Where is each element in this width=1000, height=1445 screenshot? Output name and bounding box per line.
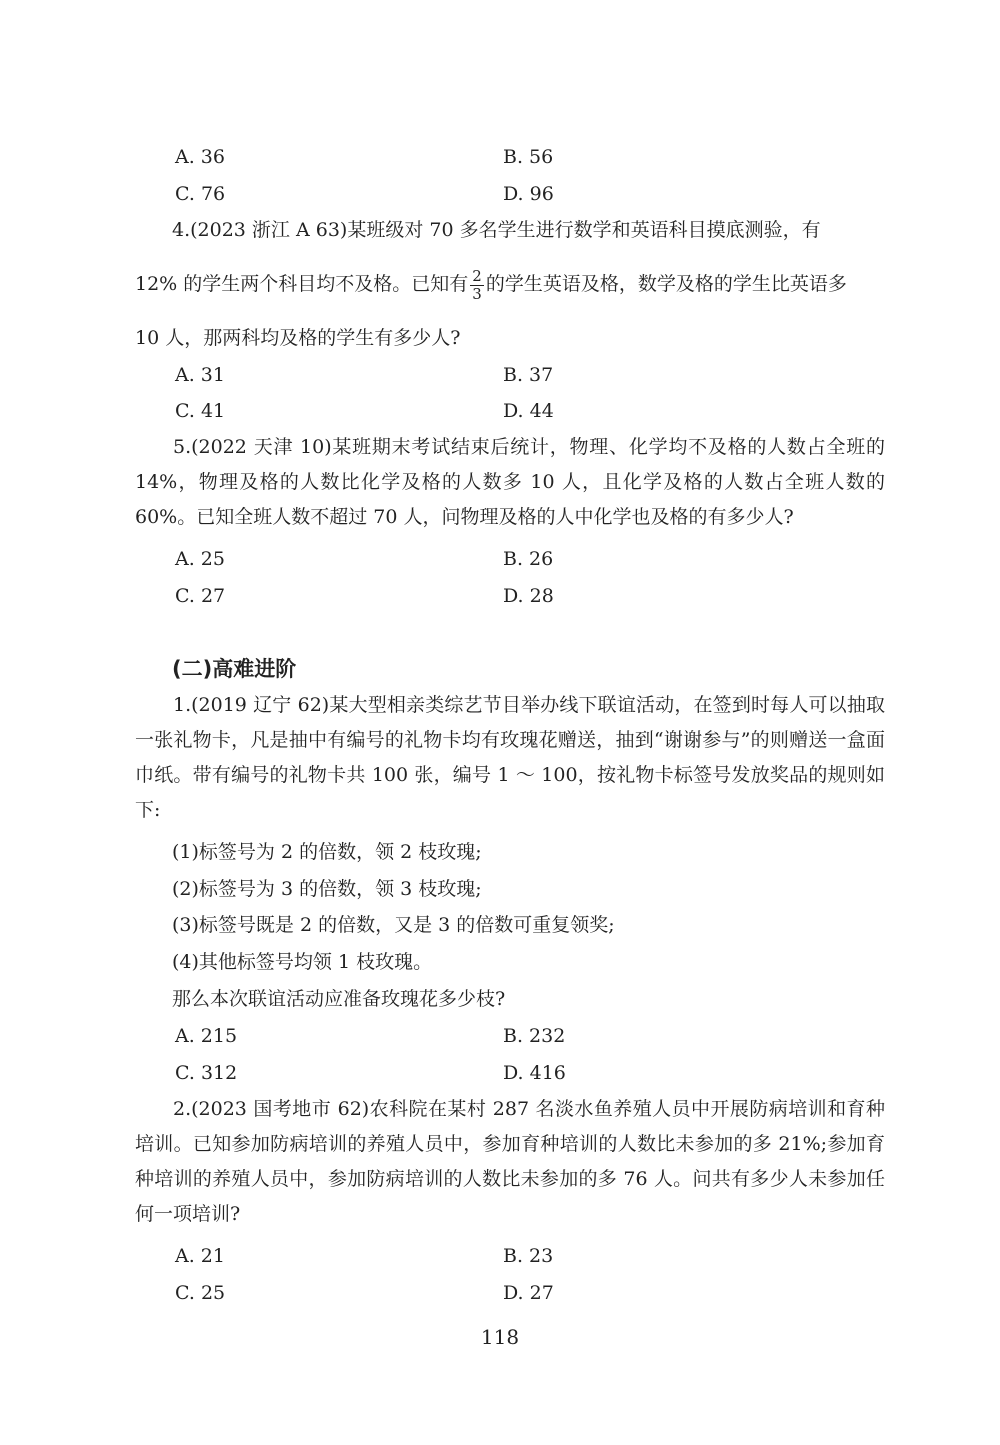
fraction-denominator: 3 — [472, 284, 482, 303]
h1-option-a: A. 215 — [175, 1025, 238, 1047]
q3-option-a: A. 36 — [175, 146, 225, 168]
q5-text: 5.(2022 天津 10)某班期末考试结束后统计，物理、化学均不及格的人数占全班的 14%，物理及格的人数比化学及格的人数多 10 人，且化学及格的人数占全班人数的 60%。已知全班人数不超过 70 人，问物理及格的人中化学也及格的有多少人? — [135, 436, 885, 528]
q3-option-b: B. 56 — [503, 146, 554, 168]
q4-option-d: D. 44 — [503, 400, 554, 422]
q4-line-2 — [135, 264, 847, 304]
h1-option-b: B. 232 — [503, 1025, 566, 1047]
fraction-numerator: 2 — [472, 266, 482, 285]
q4-line-2-after: 的学生英语及格，数学及格的学生比英语多 — [485, 273, 847, 295]
h1-question: 那么本次联谊活动应准备玫瑰花多少枝? — [172, 988, 506, 1010]
q4-line-2-before: 12% 的学生两个科目均不及格。已知有 — [135, 273, 469, 295]
q5-option-d: D. 28 — [503, 585, 554, 607]
h1-rule-2: (2)标签号为 3 的倍数，领 3 枝玫瑰; — [172, 878, 482, 900]
h1-option-d: D. 416 — [503, 1062, 566, 1084]
q4-option-c: C. 41 — [175, 400, 226, 422]
q3-option-c: C. 76 — [175, 183, 226, 205]
section-heading: (二)高难进阶 — [172, 657, 297, 681]
h1-option-c: C. 312 — [175, 1062, 238, 1084]
h1-rule-4: (4)其他标签号均领 1 枝玫瑰。 — [172, 951, 433, 973]
q3-option-d: D. 96 — [503, 183, 554, 205]
q5-option-c: C. 27 — [175, 585, 226, 607]
h2-option-a: A. 21 — [175, 1245, 225, 1267]
q4-option-a: A. 31 — [175, 364, 225, 386]
q5-option-a: A. 25 — [175, 548, 225, 570]
q4-option-b: B. 37 — [503, 364, 554, 386]
q5-option-b: B. 26 — [503, 548, 554, 570]
fraction-two-thirds — [470, 266, 484, 303]
h1-text: 1.(2019 辽宁 62)某大型相亲类综艺节目举办线下联谊活动，在签到时每人可以抽取一张礼物卡，凡是抽中有编号的礼物卡均有玫瑰花赠送，抽到“谢谢参与”的则赠送一盒面巾纸。带有编号的礼物卡共 100 张，编号 1 ～ 100，按礼物卡标签号发放奖品的规则如下: — [135, 694, 885, 821]
page-number: 118 — [480, 1325, 520, 1349]
h2-option-d: D. 27 — [503, 1282, 554, 1304]
h1-rule-3: (3)标签号既是 2 的倍数，又是 3 的倍数可重复领奖; — [172, 914, 615, 936]
q4-line-1: 4.(2023 浙江 A 63)某班级对 70 多名学生进行数学和英语科目摸底测验，有 — [172, 219, 821, 241]
h2-option-c: C. 25 — [175, 1282, 226, 1304]
q4-line-3: 10 人，那两科均及格的学生有多少人? — [135, 327, 461, 349]
h1-rule-1: (1)标签号为 2 的倍数，领 2 枝玫瑰; — [172, 841, 482, 863]
h2-text: 2.(2023 国考地市 62)农科院在某村 287 名淡水鱼养殖人员中开展防病培训和育种培训。已知参加防病培训的养殖人员中，参加育种培训的人数比未参加的多 21%;参加育种培训的养殖人员中，参加防病培训的人数比未参加的多 76 人。问共有多少人未参加任何一项培训? — [135, 1098, 885, 1225]
h2-option-b: B. 23 — [503, 1245, 554, 1267]
